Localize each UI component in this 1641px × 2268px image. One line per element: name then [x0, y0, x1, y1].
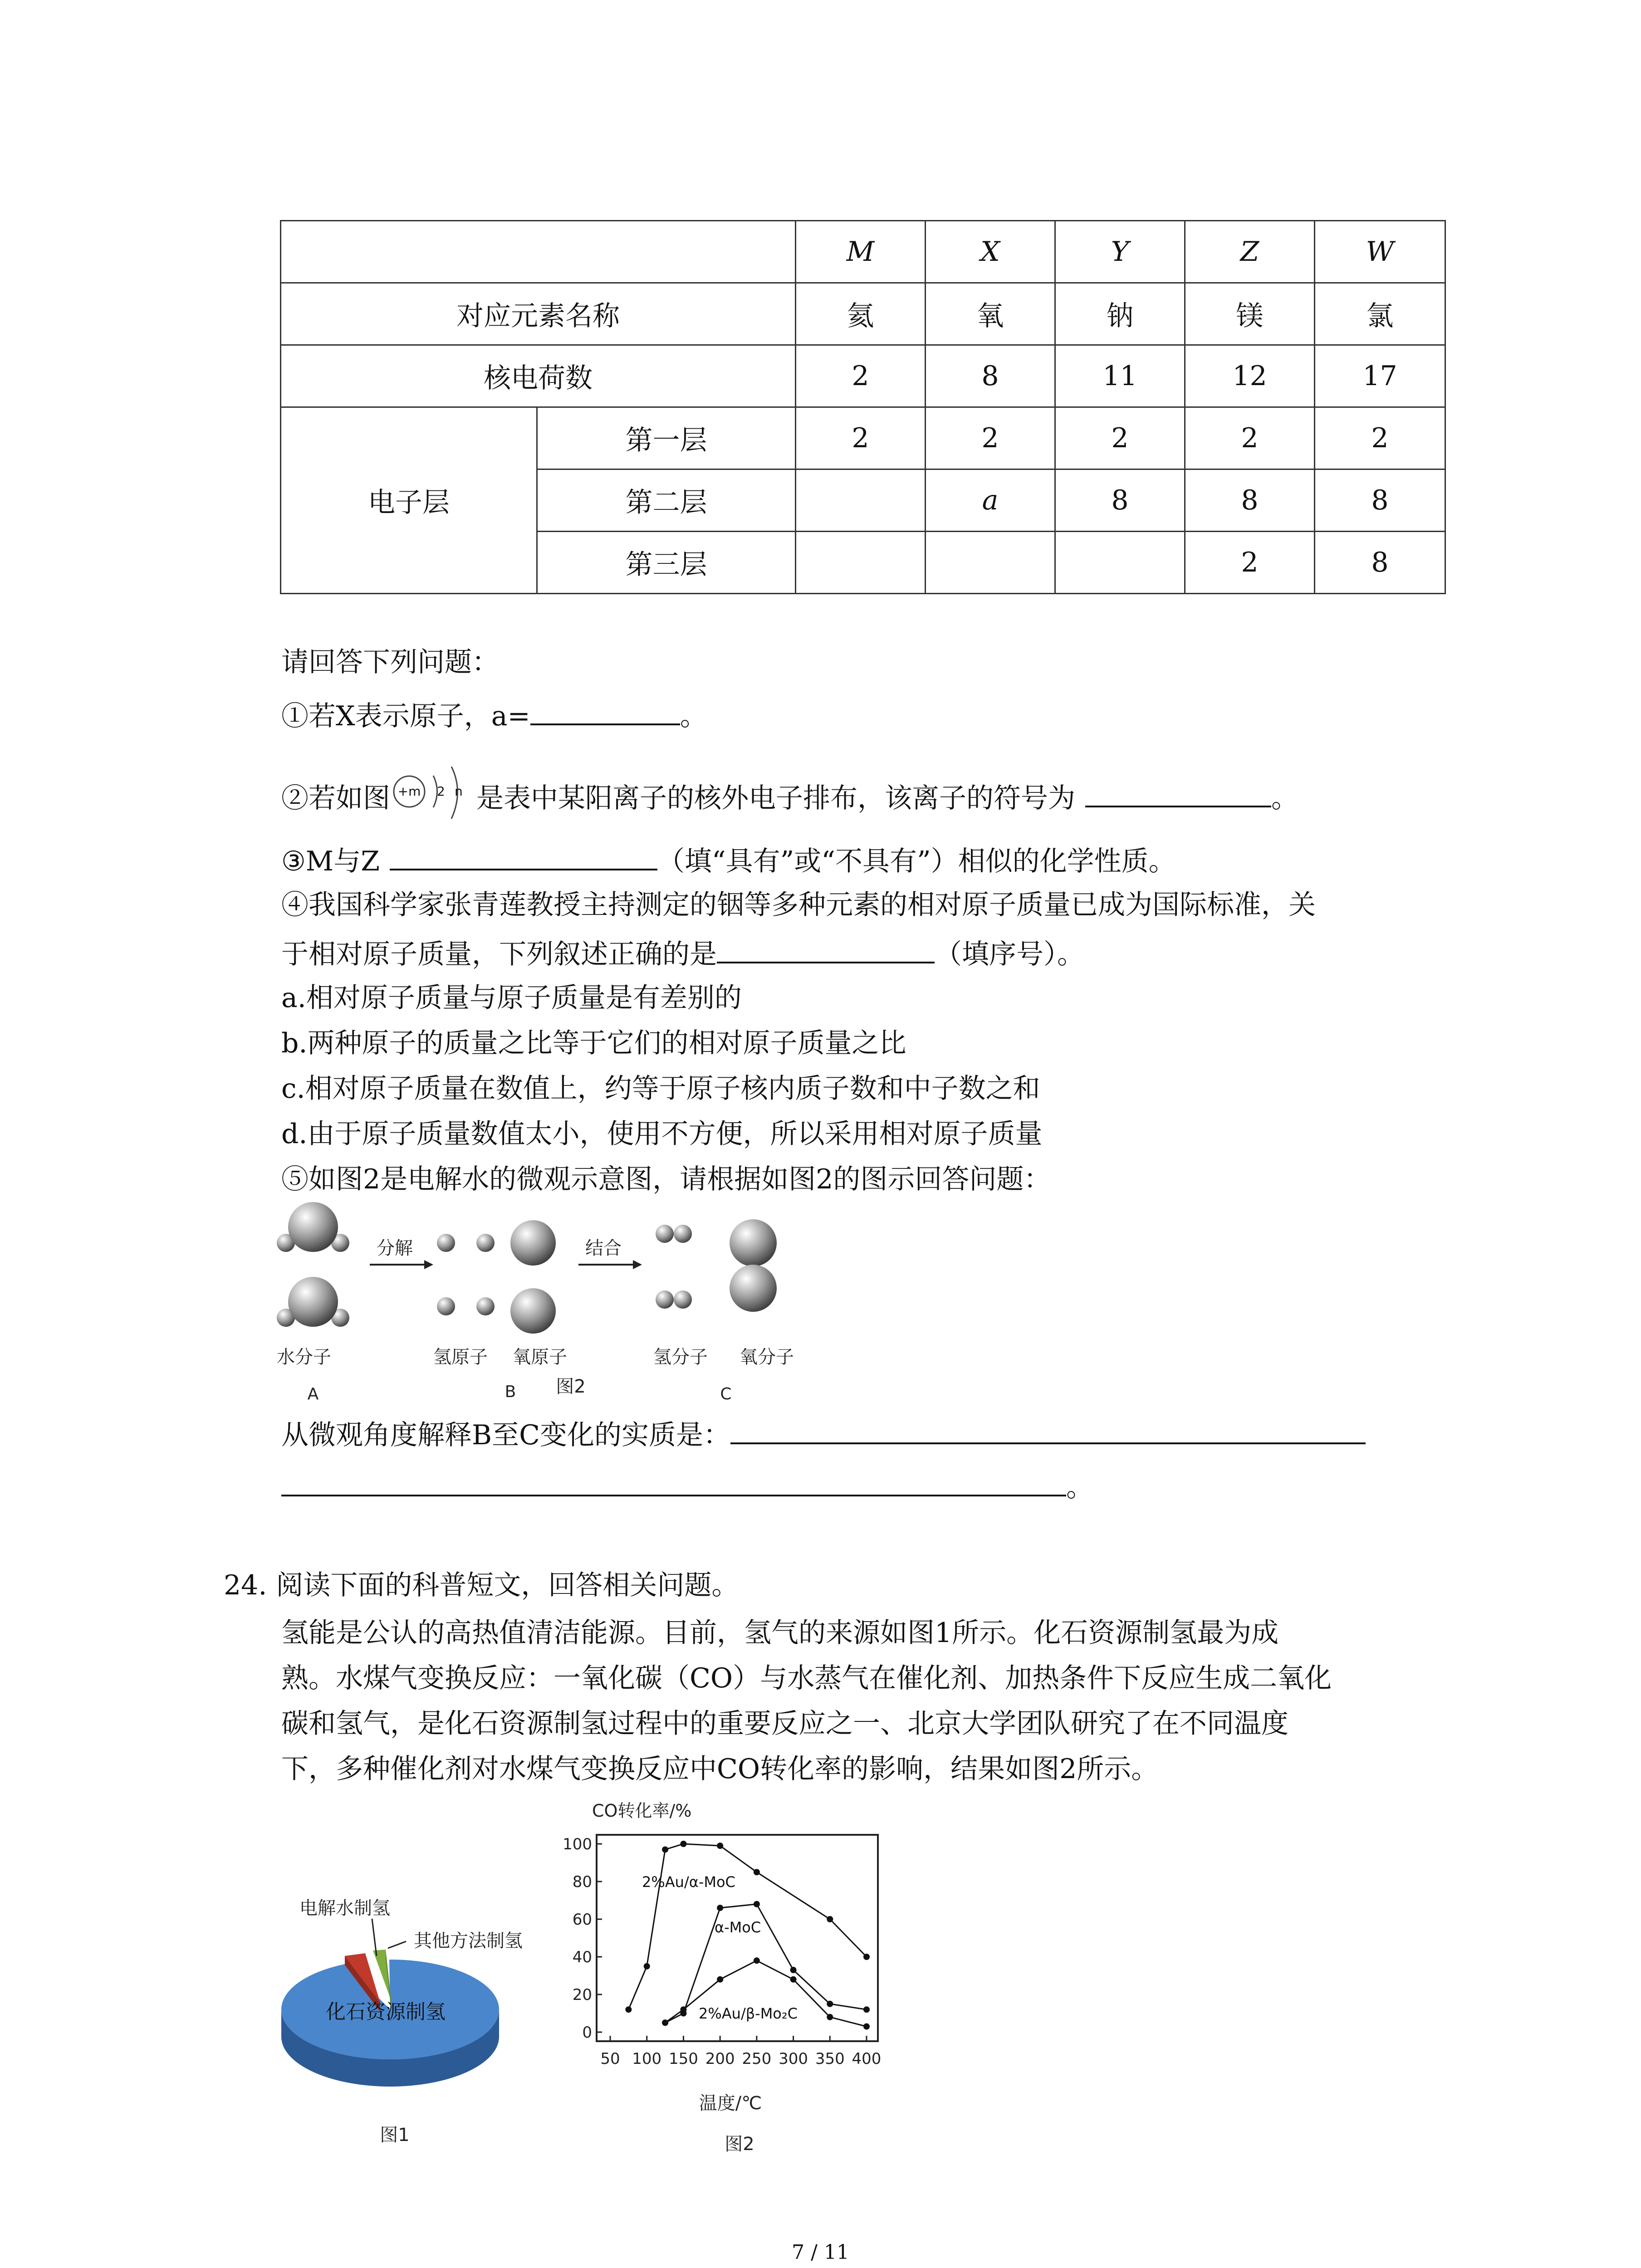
q2-suffix: 。: [1271, 782, 1298, 814]
pie-label-electrolysis: 电解水制氢: [299, 1898, 390, 1919]
water-molecule-2: [277, 1277, 349, 1327]
table-cell: 2: [796, 407, 926, 469]
table-cell: 2: [796, 345, 926, 407]
data-point: [680, 1841, 686, 1847]
table-cell: [796, 532, 926, 594]
col-header: X: [926, 221, 1055, 283]
table-cell: 氯: [1315, 283, 1445, 345]
label-h-mol: 氢分子: [653, 1347, 708, 1368]
h2-molecule: [674, 1290, 692, 1309]
q23-item-2: [281, 767, 1298, 821]
pie-label-fossil: 化石资源制氢: [326, 2000, 446, 2024]
table-cell: 2: [1185, 407, 1315, 469]
q24-para-2: 熟。水煤气变换反应：一氧化碳（CO）与水蒸气在催化剂、加热条件下反应生成二氧化: [281, 1662, 1332, 1694]
data-point: [754, 1901, 760, 1907]
pie-label-other: 其他方法制氢: [414, 1931, 523, 1951]
data-point: [863, 2024, 870, 2030]
x-tick-label: 300: [779, 2050, 808, 2068]
row-label: 对应元素名称: [281, 283, 796, 345]
table-cell: 17: [1315, 345, 1445, 407]
data-point: [680, 2006, 686, 2013]
hydrogen-source-pie: [272, 1851, 563, 2159]
table-cell: 2: [1055, 407, 1185, 469]
label-h-atom: 氢原子: [433, 1347, 488, 1368]
q2-prefix: ②若如图: [281, 782, 390, 814]
table-cell: 11: [1055, 345, 1185, 407]
data-point: [625, 2006, 632, 2013]
option-d: d.由于原子质量数值太小，使用不方便，所以采用相对原子质量: [281, 1118, 1043, 1150]
series-group: [625, 1841, 870, 2030]
electrolysis-diagram: [272, 1198, 844, 1411]
table-cell: 氧: [926, 283, 1055, 345]
row-label: 第二层: [537, 469, 796, 532]
label-o-mol: 氧分子: [740, 1347, 794, 1368]
col-header: M: [796, 221, 926, 283]
data-point: [754, 1869, 760, 1875]
table-cell: 8: [926, 345, 1055, 407]
chart-xlabel: 温度/℃: [699, 2093, 762, 2114]
data-point: [827, 2001, 833, 2007]
q23-item-4-line2: [281, 934, 1084, 973]
label-o-atom: 氧原子: [513, 1347, 567, 1368]
ion-nucleus-label: +m: [397, 784, 421, 799]
data-point: [863, 1954, 870, 1960]
chart-ylabel: CO转化率/%: [592, 1801, 692, 1821]
option-b: b.两种原子的质量之比等于它们的相对原子质量之比: [281, 1027, 906, 1059]
col-header: Y: [1055, 221, 1185, 283]
q1-prefix: ①若X表示原子，a=: [281, 700, 530, 732]
col-header: W: [1315, 221, 1445, 283]
x-tick-label: 150: [668, 2050, 698, 2068]
x-tick-label: 350: [815, 2050, 845, 2068]
table-cell: 8: [1315, 469, 1445, 532]
q24-para-1: 氢能是公认的高热值清洁能源。目前，氢气的来源如图1所示。化石资源制氢最为成: [281, 1617, 1279, 1649]
q1-suffix: 。: [680, 700, 707, 732]
label-water: 水分子: [277, 1347, 331, 1368]
o2-molecule: [730, 1265, 777, 1312]
data-point: [717, 1905, 723, 1911]
data-point: [754, 1957, 760, 1964]
table-cell: 2: [926, 407, 1055, 469]
arrow-icon: [633, 1260, 642, 1269]
x-tick-label: 250: [742, 2050, 772, 2068]
q23-item-3: [281, 841, 1176, 880]
answer-blank-5b[interactable]: [281, 1467, 1066, 1496]
q4-prefix: 于相对原子质量，下列叙述正确的是: [281, 938, 717, 970]
table-cell: 钠: [1055, 283, 1185, 345]
q23-item-1: [281, 696, 707, 734]
co-conversion-chart: [558, 1792, 903, 2173]
table-cell: 8: [1055, 469, 1185, 532]
table-cell: 8: [1315, 532, 1445, 594]
answer-blank-1[interactable]: [530, 696, 680, 725]
y-tick-label: 80: [572, 1873, 592, 1891]
h-atom: [437, 1297, 455, 1315]
ion-shell1-label: 2: [437, 784, 445, 799]
row-label: 第一层: [537, 407, 796, 469]
h-atom: [476, 1297, 495, 1315]
o-atom: [510, 1220, 556, 1266]
pie-caption: 图1: [380, 2125, 410, 2146]
shell-group-label: 电子层: [281, 407, 537, 594]
data-point: [662, 1846, 668, 1853]
table-cell: 8: [1185, 469, 1315, 532]
q24-para-4: 下，多种催化剂对水煤气变换反应中CO转化率的影响，结果如图2所示。: [281, 1753, 1159, 1785]
data-point: [717, 1976, 723, 1983]
answer-blank-2[interactable]: [1085, 778, 1271, 807]
letter-b: B: [505, 1383, 516, 1401]
q5-answer-prefix: 从微观角度解释B至C变化的实质是：: [281, 1419, 730, 1451]
series-label: 2%Au/β-Mo₂C: [699, 2005, 798, 2022]
fig2-caption: 图2: [556, 1376, 586, 1397]
q24-heading: [224, 1567, 739, 1603]
data-point: [662, 2019, 668, 2026]
o-atom: [510, 1288, 556, 1334]
table-cell: a: [926, 469, 1055, 532]
q23-item-5-answer-line2: [281, 1467, 1093, 1505]
table-cell: 2: [1315, 407, 1445, 469]
series-label: α-MoC: [715, 1919, 761, 1936]
table-cell: 12: [1185, 345, 1315, 407]
x-tick-label: 50: [600, 2050, 620, 2068]
q3-prefix: ③M与Z: [281, 846, 380, 877]
arrow1-label: 分解: [377, 1238, 413, 1259]
y-tick-label: 0: [582, 2024, 592, 2042]
q3-suffix: （填“具有”或“不具有”）相似的化学性质。: [657, 846, 1176, 877]
data-point: [790, 1976, 797, 1983]
table-row: [281, 345, 1445, 407]
col-header: Z: [1185, 221, 1315, 283]
option-a: a.相对原子质量与原子质量是有差别的: [281, 982, 742, 1014]
q24-title: 阅读下面的科普短文，回答相关问题。: [276, 1569, 739, 1601]
table-cell: [1055, 532, 1185, 594]
data-point: [644, 1963, 650, 1970]
arrow-icon: [424, 1260, 433, 1269]
row-label: 第三层: [537, 532, 796, 594]
table-row: [281, 407, 1445, 469]
option-c: c.相对原子质量在数值上，约等于原子核内质子数和中子数之和: [281, 1073, 1040, 1105]
x-tick-label: 400: [852, 2050, 882, 2068]
chart-caption: 图2: [725, 2134, 754, 2155]
x-tick-label: 200: [705, 2050, 735, 2068]
q24-para-3: 碳和氢气，是化石资源制氢过程中的重要反应之一、北京大学团队研究了在不同温度: [281, 1708, 1288, 1740]
data-point: [827, 2014, 833, 2020]
table-cell: 镁: [1185, 283, 1315, 345]
h-atom: [476, 1234, 495, 1252]
series-label: 2%Au/α-MoC: [642, 1873, 735, 1891]
row-label: 核电荷数: [281, 345, 796, 407]
q4-suffix: （填序号）。: [935, 938, 1084, 970]
table-cell: [926, 532, 1055, 594]
data-point: [790, 1967, 797, 1973]
q5-answer-suffix: 。: [1066, 1471, 1093, 1503]
h-atom: [437, 1234, 455, 1252]
data-point: [863, 2006, 870, 2013]
q2-mid: 是表中某阳离子的核外电子排布，该离子的符号为: [476, 782, 1075, 814]
q23-item-5-answer: [281, 1415, 1366, 1453]
data-point: [827, 1916, 833, 1922]
page-number: 7 / 11: [792, 2241, 849, 2264]
o2-molecule: [730, 1219, 777, 1266]
y-tick-label: 100: [563, 1835, 592, 1853]
h2-molecule: [674, 1225, 692, 1243]
answer-blank-3[interactable]: [390, 841, 657, 870]
answer-blank-5a[interactable]: [730, 1415, 1366, 1444]
table-row: [281, 283, 1445, 345]
x-tick-label: 100: [632, 2050, 662, 2068]
table-cell: 氦: [796, 283, 926, 345]
table-header-row: [281, 221, 1445, 283]
h2-molecule: [656, 1290, 674, 1309]
element-table: [280, 220, 1446, 594]
water-molecule-1: [277, 1202, 349, 1252]
answer-blank-4[interactable]: [717, 934, 935, 963]
q23-intro: 请回答下列问题：: [281, 646, 499, 678]
h2-molecule: [656, 1225, 674, 1243]
letter-c: C: [720, 1385, 732, 1403]
ion-shell2-label: n: [455, 784, 463, 799]
data-point: [717, 1843, 723, 1849]
y-tick-label: 40: [572, 1948, 592, 1966]
table-corner-cell: [281, 221, 796, 283]
table-cell: [796, 469, 926, 532]
table-cell: 2: [1185, 532, 1315, 594]
y-tick-label: 20: [572, 1986, 592, 2004]
q24-number: 24.: [224, 1569, 267, 1601]
arrow2-label: 结合: [585, 1238, 622, 1259]
letter-a: A: [307, 1385, 319, 1403]
y-tick-label: 60: [572, 1911, 592, 1929]
ion-structure-icon: [390, 767, 476, 821]
q23-item-4-line1: ④我国科学家张青莲教授主持测定的铟等多种元素的相对原子质量已成为国际标准，关: [281, 889, 1316, 921]
q23-item-5: ⑤如图2是电解水的微观示意图，请根据如图2的图示回答问题：: [281, 1163, 1051, 1195]
